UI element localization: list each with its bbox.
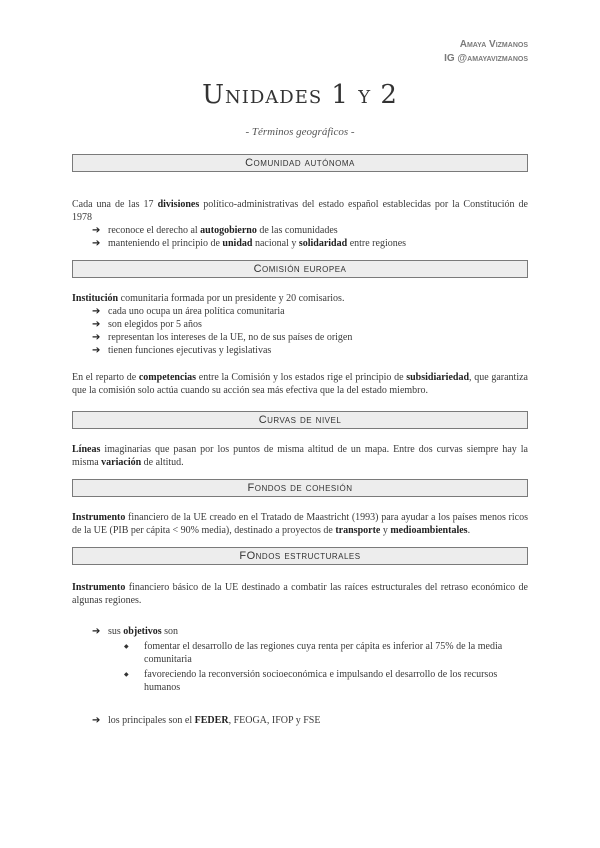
list-item: ➔ cada uno ocupa un área política comunitaria	[92, 305, 528, 318]
list-item: ➔ reconoce el derecho al autogobierno de las comunidades	[92, 224, 528, 237]
author-handle: IG @amayavizmanos	[444, 53, 528, 64]
list-item: ➔ manteniendo el principio de unidad nacional y solidaridad entre regiones	[92, 237, 528, 250]
list-item: ➔ los principales son el FEDER, FEOGA, IFOP y FSE	[92, 714, 528, 727]
heading-comunidad-autonoma: Comunidad autónoma	[72, 154, 528, 172]
page-title: Unidades 1 y 2	[202, 80, 398, 110]
list-item: ➔ tienen funciones ejecutivas y legislativas	[92, 344, 528, 357]
list-objetivos	[72, 625, 528, 694]
document-body	[72, 154, 528, 727]
heading-curvas-de-nivel: Curvas de nivel	[72, 411, 528, 429]
heading-comision-europea: Comisión europea	[72, 260, 528, 278]
author-block	[444, 38, 528, 66]
page-subtitle: - Términos geográficos -	[245, 126, 355, 138]
paragraph-fondos-estructurales: Instrumento financiero básico de la UE destinado a combatir las raíces estructurales del retraso económico de algunas regiones.	[72, 582, 528, 606]
author-name: Amaya Vizmanos	[459, 39, 528, 50]
paragraph-comunidad-autonoma: Cada una de las 17 divisiones político-administrativas del estado español establecidas por la Constitución de 1978	[72, 199, 528, 223]
sublist-objetivos	[108, 640, 528, 694]
heading-fondos-estructurales: FOndos estructurales	[72, 547, 528, 565]
list-item: ➔ representan los intereses de la UE, no de sus países de origen	[92, 331, 528, 344]
paragraph-fondos-de-cohesion: Instrumento financiero de la UE creado en el Tratado de Maastricht (1993) para ayudar a los países menos ricos de la UE (PIB per cápita < 90% media), destinado a proyectos de transporte y medioambientales.	[72, 512, 528, 536]
list-item: ➔ son elegidos por 5 años	[92, 318, 528, 331]
sublist-item: ◆ fomentar el desarrollo de las regiones cuya renta per cápita es inferior al 75% de la media comunitaria	[124, 640, 528, 666]
paragraph-competencias: En el reparto de competencias entre la Comisión y los estados rige el principio de subsidiariedad, que garantiza que la comisión solo actúa cuando su acción sea más efectiva que la del estado miembro.	[72, 372, 528, 396]
list-comunidad-autonoma	[72, 224, 528, 250]
paragraph-curvas-de-nivel: Líneas imaginarias que pasan por los puntos de misma altitud de un mapa. Entre dos curvas siempre hay la misma variación de altitud.	[72, 444, 528, 468]
sublist-item: ◆ favoreciendo la reconversión socioeconómica e impulsando el desarrollo de los recursos humanos	[124, 668, 528, 694]
paragraph-comision-europea: Institución comunitaria formada por un presidente y 20 comisarios.	[72, 293, 345, 304]
list-comision-europea	[72, 305, 528, 357]
list-item: ➔ sus objetivos son ◆ fomentar el desarrollo de las regiones cuya renta per cápita es inferior al 75% de la media comunitaria ◆ favoreciendo la reconversión socioeconómica e impulsando el desarrollo de los recursos humanos	[92, 625, 528, 694]
heading-fondos-de-cohesion: Fondos de cohesión	[72, 479, 528, 497]
list-principales	[72, 714, 528, 727]
